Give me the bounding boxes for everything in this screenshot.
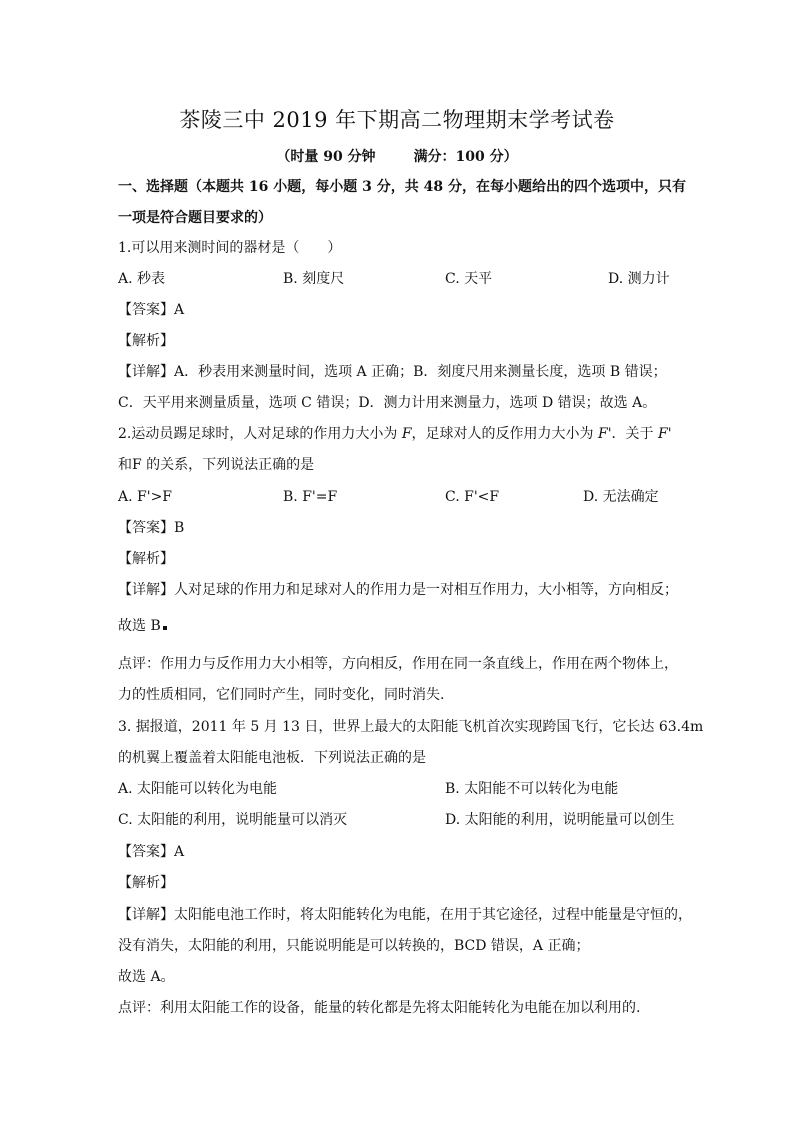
q3-option-d: D. 太阳能的利用，说明能量可以创生 [445,812,675,828]
q2-analysis-label: 【解析】 [118,551,174,567]
q3-detail-line3: 故选 A。 [118,969,175,985]
q2-option-a: A. F'>F [118,489,173,505]
q2-stem-line2: 和F 的关系，下列说法正确的是 [118,457,315,473]
q1-option-d: D. 测力计 [608,271,670,287]
q1-detail-line1: 【详解】A．秒表用来测量时间，选项 A 正确；B．刻度尺用来测量长度，选项 B 错误； [118,364,667,380]
q3-option-a: A. 太阳能可以转化为电能 [118,781,278,797]
q3-analysis-label: 【解析】 [118,875,174,891]
q3-option-b: B. 太阳能不可以转化为电能 [445,781,619,797]
q2-option-b: B. F'=F [283,489,338,505]
q3-comment: 点评：利用太阳能工作的设备，能量的转化都是先将太阳能转化为电能在加以利用的. [118,1000,641,1016]
q2-option-d: D. 无法确定 [583,489,659,505]
q1-option-b: B. 刻度尺 [283,271,345,287]
q2-detail-text: 故选 B [118,618,161,634]
q2-detail-line2 [118,616,167,636]
q1-detail-line2: C．天平用来测量质量，选项 C 错误；D．测力计用来测量力，选项 D 错误；故选 A。 [118,395,657,411]
q3-answer: 【答案】A [118,844,185,860]
q2-option-c: C. F'<F [445,489,500,505]
q2-stem-text-a: 2.运动员踢足球时，人对足球的作用力大小为 [118,426,402,442]
q3-option-c: C. 太阳能的利用，说明能量可以消灭 [118,812,348,828]
q2-var-fprime-2: F' [658,426,672,442]
q2-stem-text-b: ，足球对人的反作用力大小为 [411,426,598,442]
q3-stem-line2: 的机翼上覆盖着太阳能电池板．下列说法正确的是 [118,750,426,766]
full-score: 满分：100 分） [413,149,518,165]
q1-stem: 1.可以用来测时间的器材是（ ） [118,240,342,256]
q2-stem-text-c: ．关于 [611,426,658,442]
q2-detail-line1: 【详解】人对足球的作用力和足球对人的作用力是一对相互作用力，大小相等，方向相反； [118,582,678,598]
section-heading-line2: 一项是符合题目要求的） [118,210,272,226]
q2-var-fprime: F' [597,426,612,442]
q2-comment-line2: 力的性质相同，它们同时产生，同时变化，同时消失. [118,687,445,703]
q2-answer: 【答案】B [118,520,185,536]
q3-stem-line1: 3. 据报道，2011 年 5 月 13 日，世界上最大的太阳能飞机首次实现跨国飞行，它长达 63.4m [118,719,704,735]
q3-detail-line2: 没有消失，太阳能的利用，只能说明能是可以转换的，BCD 错误，A 正确； [118,938,590,954]
q2-comment-line1: 点评：作用力与反作用力大小相等，方向相反，作用在同一条直线上，作用在两个物体上， [118,656,678,672]
q2-stem-line1 [118,424,672,444]
q1-analysis-label: 【解析】 [118,333,174,349]
time-limit: （时量 90 分钟 [276,149,376,165]
page-title: 茶陵三中 2019 年下期高二物理期末学考试卷 [179,108,615,132]
period-mark [163,626,167,630]
section-heading-line1: 一、选择题（本题共 16 小题，每小题 3 分，共 48 分，在每小题给出的四个选项中，只有 [118,179,686,195]
q3-detail-line1: 【详解】太阳能电池工作时，将太阳能转化为电能，在用于其它途径，过程中能量是守恒的， [118,907,692,923]
exam-subtitle [0,146,794,166]
q2-var-f: F [401,426,412,442]
q1-answer: 【答案】A [118,302,185,318]
q1-option-a: A. 秒表 [118,271,166,287]
q1-option-c: C. 天平 [445,271,493,287]
